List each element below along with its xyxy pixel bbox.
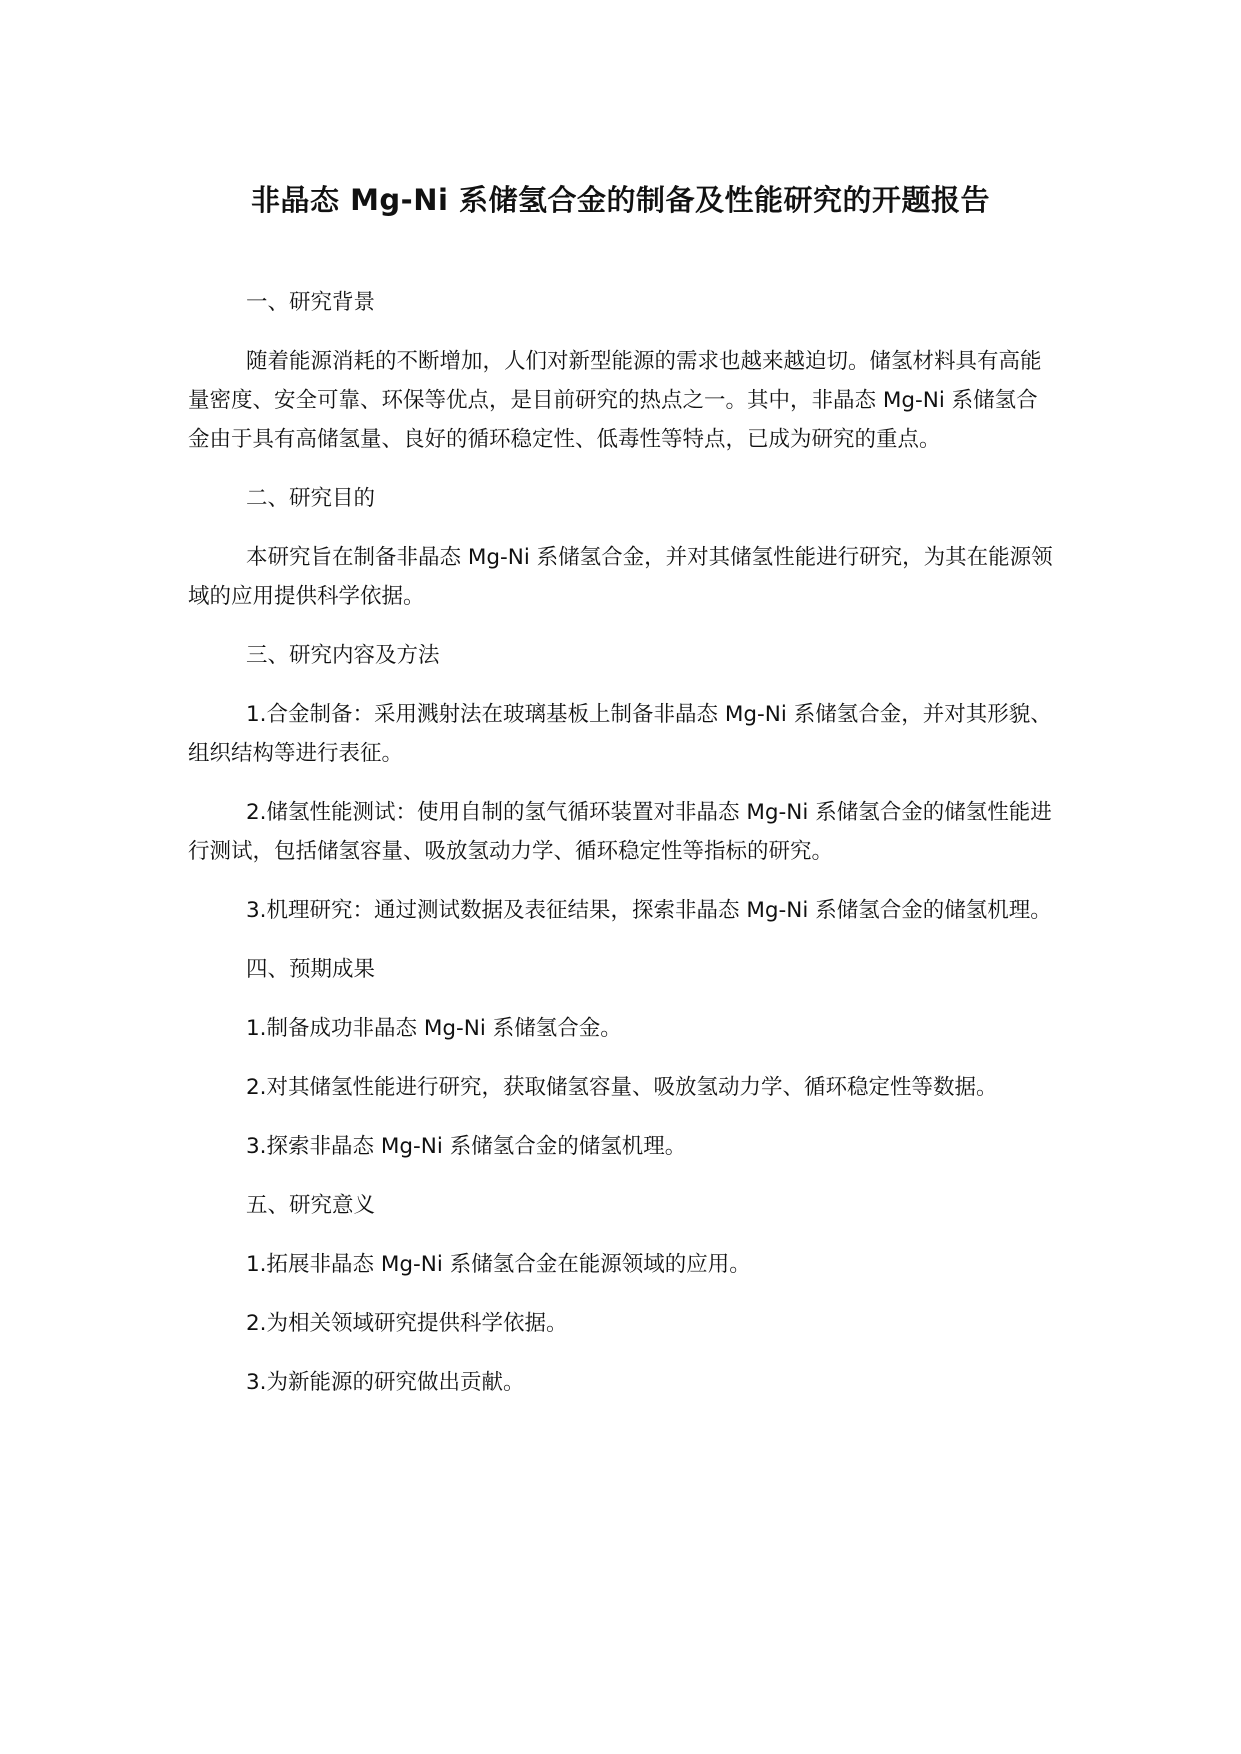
paragraph: 2.储氢性能测试：使用自制的氢气循环装置对非晶态 Mg-Ni 系储氢合金的储氢性能进行测试，包括储氢容量、吸放氢动力学、循环稳定性等指标的研究。 [188, 800, 1052, 864]
paragraph: 2.对其储氢性能进行研究，获取储氢容量、吸放氢动力学、循环稳定性等数据。 [246, 1075, 998, 1100]
document-title: 非晶态 Mg-Ni 系储氢合金的制备及性能研究的开题报告 [250, 183, 991, 217]
paragraph: 1.制备成功非晶态 Mg-Ni 系储氢合金。 [246, 1016, 622, 1041]
paragraph: 1.拓展非晶态 Mg-Ni 系储氢合金在能源领域的应用。 [246, 1252, 751, 1277]
paragraph: 2.为相关领域研究提供科学依据。 [246, 1311, 568, 1336]
document-body [188, 283, 1058, 1402]
paragraph: 1.合金制备：采用溅射法在玻璃基板上制备非晶态 Mg-Ni 系储氢合金，并对其形貌、组织结构等进行表征。 [188, 702, 1052, 766]
paragraph: 随着能源消耗的不断增加，人们对新型能源的需求也越来越迫切。储氢材料具有高能量密度、安全可靠、环保等优点，是目前研究的热点之一。其中，非晶态 Mg-Ni 系储氢合金由于具有高储氢量、良好的循环稳定性、低毒性等特点，已成为研究的重点。 [188, 349, 1042, 452]
paragraph: 本研究旨在制备非晶态 Mg-Ni 系储氢合金，并对其储氢性能进行研究，为其在能源领域的应用提供科学依据。 [188, 545, 1053, 609]
paragraph: 3.机理研究：通过测试数据及表征结果，探索非晶态 Mg-Ni 系储氢合金的储氢机理。 [246, 898, 1052, 923]
section-heading: 四、预期成果 [246, 957, 376, 982]
paragraph: 3.为新能源的研究做出贡献。 [246, 1370, 525, 1395]
section-heading: 三、研究内容及方法 [246, 643, 440, 668]
section-heading: 一、研究背景 [246, 290, 376, 315]
section-heading: 五、研究意义 [246, 1193, 376, 1218]
section-heading: 二、研究目的 [246, 486, 376, 511]
paragraph: 3.探索非晶态 Mg-Ni 系储氢合金的储氢机理。 [246, 1134, 687, 1159]
